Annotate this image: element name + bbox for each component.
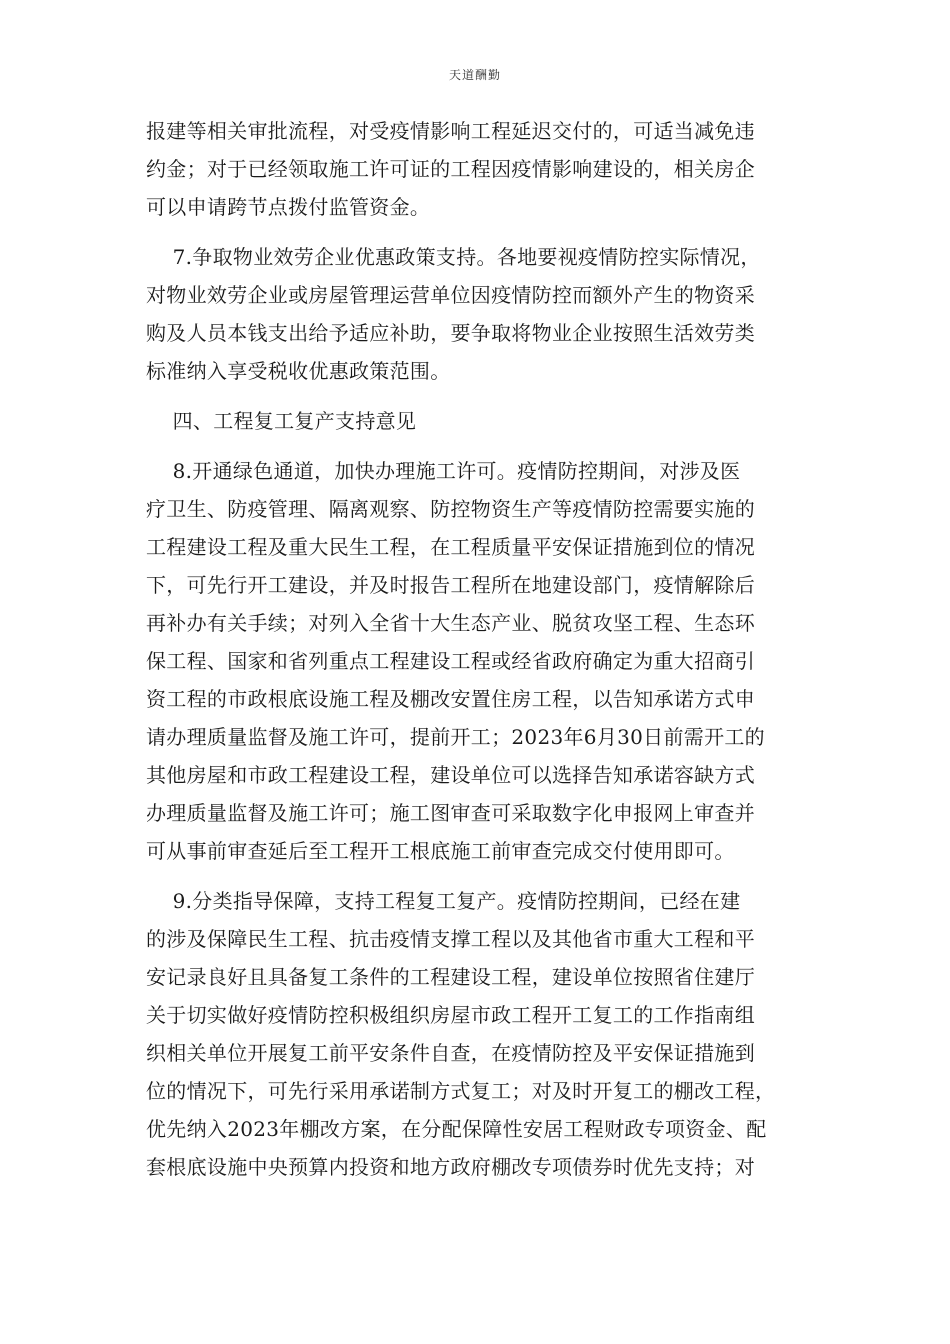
text-line: 关于切实做好疫情防控积极组织房屋市政工程开工复工的工作指南组 (146, 1003, 755, 1027)
paragraph-fee-waiver (146, 112, 806, 226)
text-line: 位的情况下，可先行采用承诺制方式复工；对及时开复工的棚改工程， (146, 1079, 776, 1103)
text-line: 四、工程复工复产支持意见 (146, 409, 417, 433)
text-line: 办理质量监督及施工许可；施工图审查可采取数字化申报网上审查并 (146, 801, 755, 825)
page-header: 天道酬勤 (448, 68, 501, 82)
text-line: 优先纳入2023年棚改方案，在分配保障性安居工程财政专项资金、配 (146, 1117, 767, 1141)
paragraph-item-7 (146, 238, 806, 390)
paragraph-item-9 (146, 882, 806, 1186)
text-line: 其他房屋和市政工程建设工程，建设单位可以选择告知承诺容缺方式 (146, 763, 755, 787)
text-line: 约金；对于已经领取施工许可证的工程因疫情影响建设的，相关房企 (146, 157, 755, 181)
paragraph-item-8 (146, 452, 806, 870)
text-line: 套根底设施中央预算内投资和地方政府棚改专项债券时优先支持；对 (146, 1155, 755, 1179)
text-line: 再补办有关手续；对列入全省十大生态产业、脱贫攻坚工程、生态环 (146, 611, 755, 635)
text-line: 对物业效劳企业或房屋管理运营单位因疫情防控而额外产生的物资采 (146, 283, 755, 307)
text-line: 可以申请跨节点拨付监管资金。 (146, 195, 431, 219)
text-line: 8.开通绿色通道，加快办理施工许可。疫情防控期间，对涉及医 (146, 459, 741, 483)
text-line: 保工程、国家和省列重点工程建设工程或经省政府确定为重大招商引 (146, 649, 755, 673)
text-line: 织相关单位开展复工前平安条件自查，在疫情防控及平安保证措施到 (146, 1041, 755, 1065)
text-line: 报建等相关审批流程，对受疫情影响工程延迟交付的，可适当减免违 (146, 119, 755, 143)
text-line: 安记录良好且具备复工条件的工程建设工程，建设单位按照省住建厅 (146, 965, 755, 989)
section-heading-4 (146, 402, 806, 440)
text-line: 下，可先行开工建设，并及时报告工程所在地建设部门，疫情解除后 (146, 573, 755, 597)
text-line: 可从事前审查延后至工程开工根底施工前审查完成交付使用即可。 (146, 839, 735, 863)
text-line: 9.分类指导保障，支持工程复工复产。疫情防控期间，已经在建 (146, 889, 741, 913)
text-line: 7.争取物业效劳企业优惠政策支持。各地要视疫情防控实际情况， (146, 245, 761, 269)
document-body (146, 112, 806, 1186)
text-line: 请办理质量监督及施工许可，提前开工；2023年6月30日前需开工的 (146, 725, 765, 749)
text-line: 疗卫生、防疫管理、隔离观察、防控物资生产等疫情防控需要实施的 (146, 497, 755, 521)
text-line: 的涉及保障民生工程、抗击疫情支撑工程以及其他省市重大工程和平 (146, 927, 755, 951)
text-line: 资工程的市政根底设施工程及棚改安置住房工程，以告知承诺方式申 (146, 687, 755, 711)
text-line: 标准纳入享受税收优惠政策范围。 (146, 359, 451, 383)
text-line: 购及人员本钱支出给予适应补助，要争取将物业企业按照生活效劳类 (146, 321, 755, 345)
text-line: 工程建设工程及重大民生工程，在工程质量平安保证措施到位的情况 (146, 535, 755, 559)
